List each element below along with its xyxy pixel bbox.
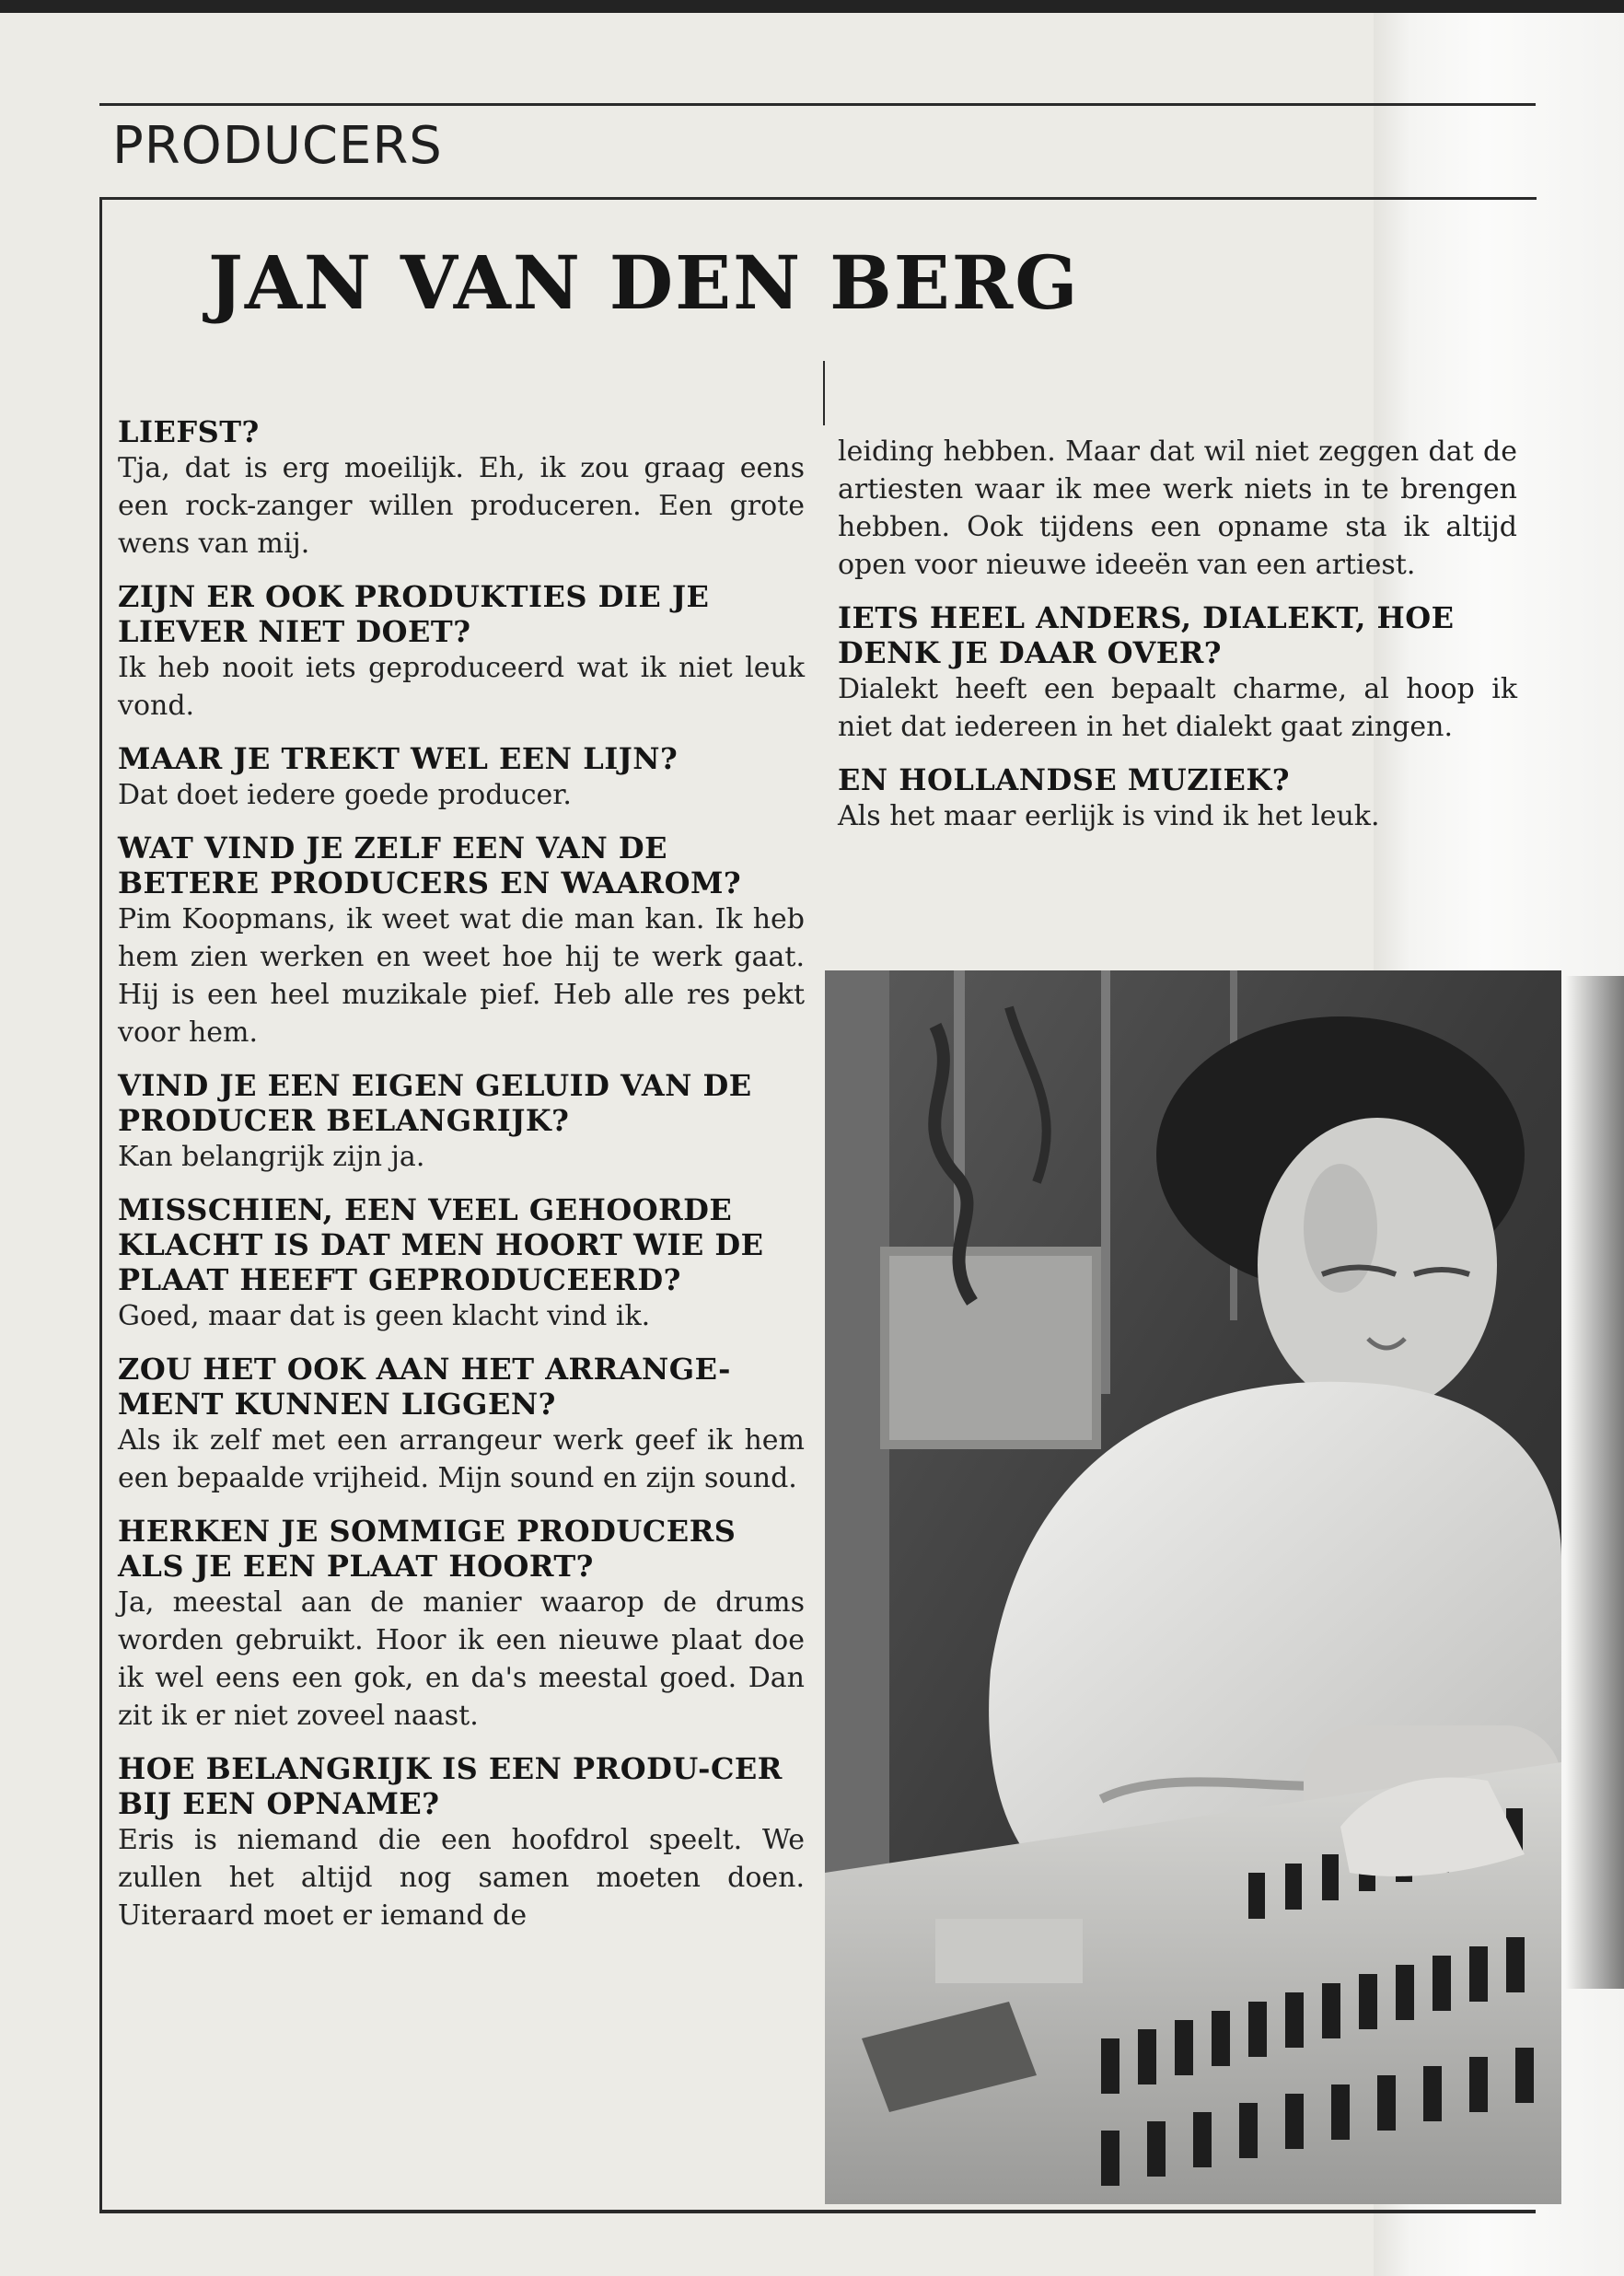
- photo-illustration: [825, 970, 1561, 2204]
- qa-item: [838, 762, 1517, 835]
- question: ZOU HET OOK AAN HET ARRANGE-MENT KUNNEN LIGGEN?: [118, 1352, 731, 1422]
- question: LIEFST?: [118, 414, 260, 449]
- qa-item: [118, 1352, 805, 1497]
- answer: Kan belangrijk zijn ja.: [118, 1141, 425, 1173]
- article-title: JAN VAN DEN BERG: [208, 239, 1080, 326]
- page-shadow: [1565, 976, 1624, 1989]
- qa-item: [118, 1068, 805, 1176]
- continued-answer: leiding hebben. Maar dat wil niet zeggen dat de artiesten waar ik mee werk niets in te brengen hebben. Ook tijdens een opname sta ik altijd open voor nieuwe ideeën van een artiest.: [838, 435, 1517, 581]
- qa-item: [118, 414, 805, 563]
- answer: Tja, dat is erg moeilijk. Eh, ik zou graag eens een rock-zanger willen produceren. Een grote wens van mij.: [118, 452, 805, 560]
- question: MAAR JE TREKT WEL EEN LIJN?: [118, 741, 679, 776]
- answer: Eris is niemand die een hoofdrol speelt. We zullen het altijd nog samen moeten doen. Uiteraard moet er iemand de: [118, 1824, 805, 1932]
- qa-item: [118, 1514, 805, 1735]
- answer: Goed, maar dat is geen klacht vind ik.: [118, 1300, 651, 1332]
- question: MISSCHIEN, EEN VEEL GEHOORDE KLACHT IS DAT MEN HOORT WIE DE PLAAT HEEFT GEPRODUCEERD?: [118, 1192, 764, 1297]
- qa-item: [118, 741, 805, 814]
- answer: Als het maar eerlijk is vind ik het leuk.: [838, 800, 1380, 832]
- question: HERKEN JE SOMMIGE PRODUCERS ALS JE EEN PLAAT HOORT?: [118, 1514, 737, 1584]
- question: IETS HEEL ANDERS, DIALEKT, HOE DENK JE DAAR OVER?: [838, 600, 1455, 670]
- scan-top-edge: [0, 0, 1624, 13]
- answer: Dialekt heeft een bepaalt charme, al hoop ik niet dat iedereen in het dialekt gaat zingen.: [838, 673, 1517, 743]
- question: HOE BELANGRIJK IS EEN PRODU-CER BIJ EEN OPNAME?: [118, 1751, 783, 1821]
- answer: Als ik zelf met een arrangeur werk geef ik hem een bepaalde vrijheid. Mijn sound en zijn sound.: [118, 1424, 805, 1494]
- answer: Ik heb nooit iets geproduceerd wat ik niet leuk vond.: [118, 652, 805, 722]
- top-rule: [99, 103, 1536, 106]
- question: EN HOLLANDSE MUZIEK?: [838, 762, 1290, 797]
- qa-item: [118, 1751, 805, 1934]
- question: ZIJN ER OOK PRODUKTIES DIE JE LIEVER NIET DOET?: [118, 579, 710, 649]
- answer: Pim Koopmans, ik weet wat die man kan. Ik heb hem zien werken en weet hoe hij te werk gaat. Hij is een heel muzikale pief. Heb alle res pekt voor hem.: [118, 903, 805, 1049]
- bottom-rule: [99, 2210, 1536, 2213]
- question: WAT VIND JE ZELF EEN VAN DE BETERE PRODUCERS EN WAAROM?: [118, 830, 742, 900]
- section-label: PRODUCERS: [112, 116, 443, 176]
- qa-item: [118, 830, 805, 1051]
- qa-item: [838, 600, 1517, 746]
- interview-right-column: [838, 433, 1517, 852]
- answer: Dat doet iedere goede producer.: [118, 779, 572, 811]
- interview-left-column: [118, 414, 805, 1951]
- answer: Ja, meestal aan de manier waarop de drums worden gebruikt. Hoor ik een nieuwe plaat doe ik wel eens een gok, en da's meestal goed. Dan zit ik er niet zoveel naast.: [118, 1586, 805, 1732]
- producer-photo: [825, 970, 1561, 2204]
- column-divider: [823, 361, 825, 425]
- qa-item: [118, 1192, 805, 1335]
- question: VIND JE EEN EIGEN GELUID VAN DE PRODUCER BELANGRIJK?: [118, 1068, 752, 1138]
- qa-item: [118, 579, 805, 725]
